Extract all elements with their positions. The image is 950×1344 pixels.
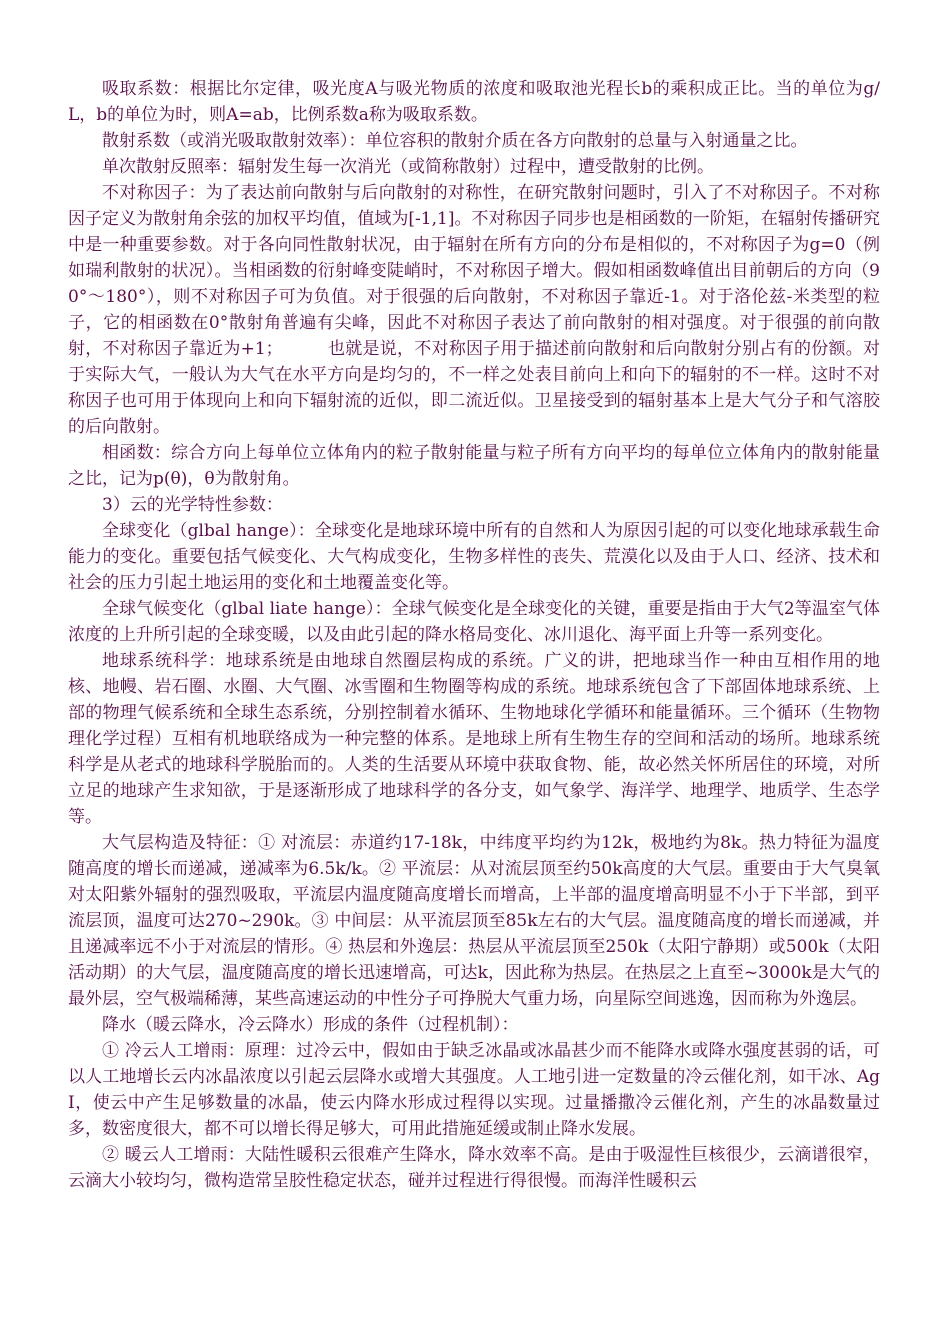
paragraph-atmosphere-structure: 大气层构造及特征：① 对流层：赤道约17-18k，中纬度平均约为12k，极地约为8k。热力特征为温度随高度的增长而递减，递减率为6.5k/k。② 平流层：从对流层顶至约50k高度的大气层。重要由于大气臭氧对太阳紫外辐射的强烈吸取，平流层内温度随高度增长而增高，上半部的温度增高明显不小于下半部，到平流层顶，温度可达270~290k。③ 中间层：从平流层顶至85k左右的大气层。温度随高度的增长而递减，并且递减率远不小于对流层的情形。④ 热层和外逸层：热层从平流层顶至250k（太阳宁静期）或500k（太阳活动期）的大气层，温度随高度的增长迅速增高，可达k，因此称为热层。在热层之上直至~3000k是大气的最外层，空气极端稀薄，某些高速运动的中性分子可挣脱大气重力场，向星际空间逃逸，因而称为外逸层。 [68,833,880,1009]
paragraph-absorption-coefficient: 吸取系数：根据比尔定律，吸光度A与吸光物质的浓度和吸取池光程长b的乘积成正比。当的单位为g/L，b的单位为时，则A=ab，比例系数a称为吸取系数。 [68,79,880,125]
paragraph-phase-function: 相函数：综合方向上每单位立体角内的粒子散射能量与粒子所有方向平均的每单位立体角内的散射能量之比，记为p(θ)，θ为散射角。 [68,443,880,489]
paragraph-scattering-coefficient: 散射系数（或消光吸取散射效率）：单位容积的散射介质在各方向散射的总量与入射通量之比。 [102,131,808,151]
paragraph-global-climate-change: 全球气候变化（glbal liate hange）：全球气候变化是全球变化的关键，重要是指由于大气2等温室气体浓度的上升所引起的全球变暖，以及由此引起的降水格局变化、冰川退化、海平面上升等一系列变化。 [68,599,880,645]
paragraph-warm-cloud-seeding: ② 暖云人工增雨：大陆性暖积云很难产生降水，降水效率不高。是由于吸湿性巨核很少，云滴谱很窄，云滴大小较均匀，微构造常呈胶性稳定状态，碰并过程进行得很慢。而海洋性暖积云 [68,1145,880,1191]
section-heading-cloud-optics: 3）云的光学特性参数： [102,495,283,515]
paragraph-earth-system-science: 地球系统科学：地球系统是由地球自然圈层构成的系统。广义的讲，把地球当作一种由互相作用的地核、地幔、岩石圈、水圈、大气圈、冰雪圈和生物圈等构成的系统。地球系统包含了下部固体地球系统、上部的物理气候系统和全球生态系统，分别控制着水循环、生物地球化学循环和能量循环。三个循环（生物物理化学过程）互相有机地联络成为一种完整的体系。是地球上所有生物生存的空间和活动的场所。地球系统科学是从老式的地球科学脱胎而的。人类的生活要从环境中获取食物、能，故必然关怀所居住的环境，对所立足的地球产生求知欲，于是逐渐形成了地球科学的各分支，如气象学、海洋学、地理学、地质学、生态学等。 [68,651,880,827]
paragraph-global-change: 全球变化（glbal hange）：全球变化是地球环境中所有的自然和人为原因引起的可以变化地球承载生命能力的变化。重要包括气候变化、大气构成变化，生物多样性的丧失、荒漠化以及由于人口、经济、技术和社会的压力引起土地运用的变化和土地覆盖变化等。 [68,521,880,593]
paragraph-cold-cloud-seeding: ① 冷云人工增雨：原理：过冷云中，假如由于缺乏冰晶或冰晶甚少而不能降水或降水强度甚弱的话，可以人工地增长云内冰晶浓度以引起云层降水或增大其强度。人工地引进一定数量的冷云催化剂，如干冰、AgI，使云中产生足够数量的冰晶，使云内降水形成过程得以实现。过量播撒冷云催化剂，产生的冰晶数量过多，数密度很大，都不可以增长得足够大，可用此措施延缓或制止降水发展。 [68,1041,880,1139]
paragraph-precipitation-conditions: 降水（暖云降水，冷云降水）形成的条件（过程机制）： [102,1015,519,1035]
paragraph-asymmetry-factor: 不对称因子：为了表达前向散射与后向散射的对称性，在研究散射问题时，引入了不对称因子。不对称因子定义为散射角余弦的加权平均值，值域为[-1,1]。不对称因子同步也是相函数的一阶矩，在辐射传播研究中是一种重要参数。对于各向同性散射状况，由于辐射在所有方向的分布是相似的，不对称因子为g=0（例如瑞利散射的状况）。当相函数的衍射峰变陡峭时，不对称因子增大。假如相函数峰值出目前朝后的方向（90°～180°），则不对称因子可为负值。对于很强的后向散射，不对称因子靠近-1。对于洛伦兹-米类型的粒子，它的相函数在0°散射角普遍有尖峰，因此不对称因子表达了前向散射的相对强度。对于很强的前向散射，不对称因子靠近为+1； 也就是说，不对称因子用于描述前向散射和后向散射分别占有的份额。对于实际大气，一般认为大气在水平方向是均匀的，不一样之处表目前向上和向下的辐射的不一样。这时不对称因子也可用于体现向上和向下辐射流的近似，即二流近似。卫星接受到的辐射基本上是大气分子和气溶胶的后向散射。 [68,183,880,437]
document-body [68,76,880,1194]
paragraph-single-scattering-albedo: 单次散射反照率：辐射发生每一次消光（或简称散射）过程中，遭受散射的比例。 [102,157,714,177]
